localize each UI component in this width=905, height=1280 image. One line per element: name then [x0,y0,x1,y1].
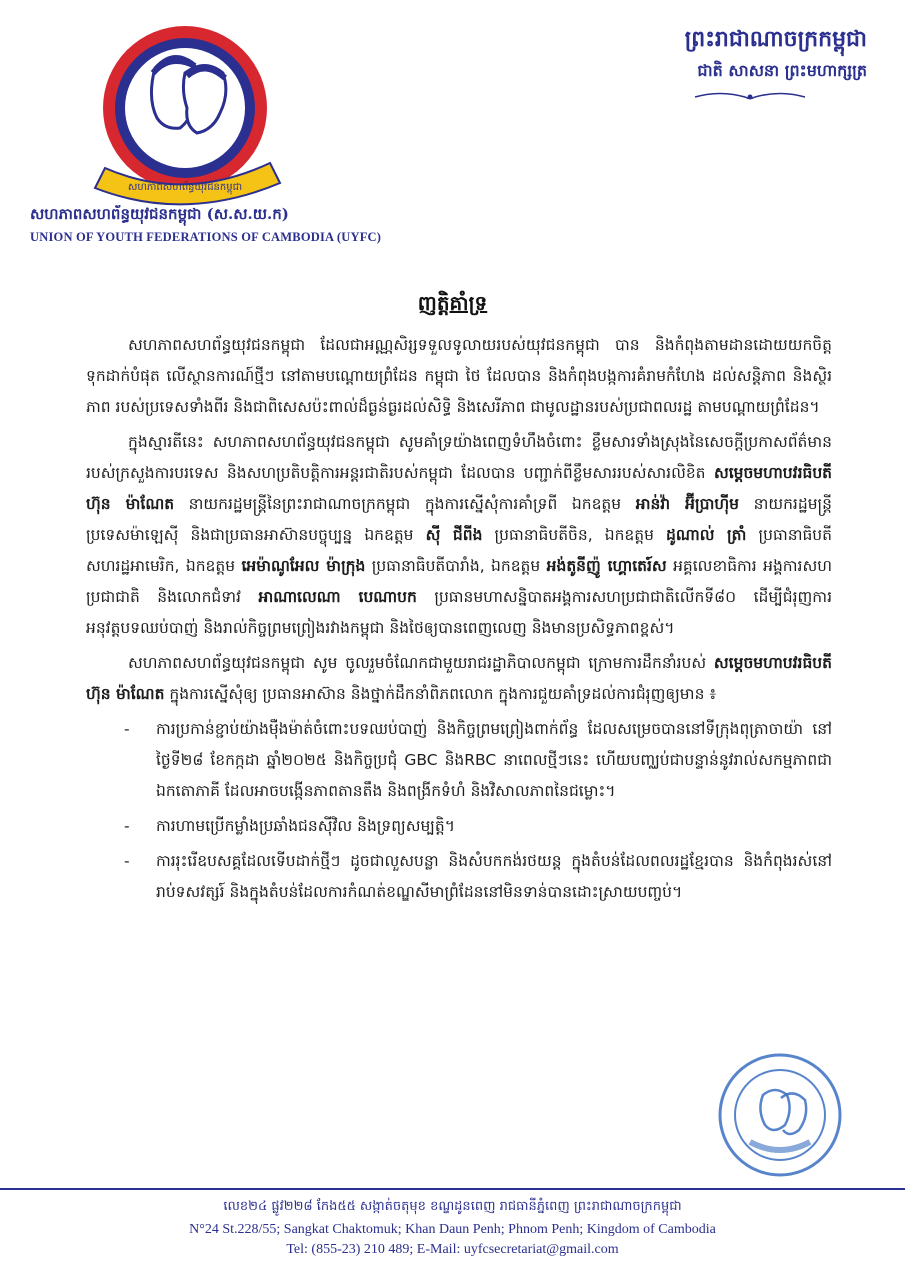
list-item [86,811,832,842]
para2-text-g: អគ្គលេខាធិការ អង្គការសហប្រជាជាតិ និងលោកជំទាវ [86,557,832,606]
para2-text-h: ប្រធានមហាសន្និបាតអង្គការសហប្រជាជាតិលើកទី៨០ ដើម្បីជំរុញការអនុវត្តបទឈប់បាញ់ និងរាល់កិច្ចព្រមព្រៀងរវាងកម្ពុជា និងថៃឲ្យបានពេញលេញ និងមានប្រសិទ្ធភាពខ្ពស់។ [86,588,832,637]
name-hun-manet-2: សម្ដេចមហាបវរធិបតី ហ៊ុន ម៉ាណែត [86,654,832,703]
list-item-text: ការប្រកាន់ខ្ជាប់យ៉ាងម៉ឺងម៉ាត់ចំពោះបទឈប់បាញ់ និងកិច្ចព្រមព្រៀងពាក់ព័ន្ធ ដែលសម្រេចបាននៅទីក្រុងពុត្រាចាយ៉ា នៅថ្ងៃទី២៨ ខែកក្កដា ឆ្នាំ២០២៥ និងកិច្ចប្រជុំ GBC និងRBC នាពេលថ្មីៗនេះ ហើយបញ្ឈប់ជាបន្ទាន់នូវរាល់សកម្មភាពជាឯកតោភាគី ដែលអាចបង្កើនភាពតានតឹង និងពង្រីកទំហំ និងវិសាលភាពនៃជម្លោះ។ [156,720,832,800]
name-emmanuel-macron: អេម៉ាណូអែល ម៉ាក្រុង [241,557,366,575]
logo-ribbon-text: សហភាពសហព័ន្ធយុវជនកម្ពុជា [127,182,243,193]
paragraph-2 [86,427,832,644]
name-anwar-ibrahim: អាន់វ៉ា អ៊ីប្រាហ៊ីម [635,495,739,513]
para2-text-b: នាយករដ្ឋមន្ត្រីនៃព្រះរាជាណាចក្រកម្ពុជា ក្នុងការស្នើសុំការគាំទ្រពី ឯកឧត្ដម [188,495,622,513]
footer-contact: Tel: (855-23) 210 489; E-Mail: uyfcsecretariat@gmail.com [286,1242,619,1257]
name-annalena-baerbock: អាណាលេណា បេណាបក [258,588,417,606]
request-list [86,714,832,908]
org-name-en: UNION OF YOUTH FEDERATIONS OF CAMBODIA (UYFC) [30,230,382,244]
para3-text-b: ក្នុងការស្នើសុំឲ្យ ប្រធានអាស៊ាន និងថ្នាក់ដឹកនាំពិភពលោក ក្នុងការជួយគាំទ្រដល់ការជំរុញឲ្យមាន ៖ [169,685,717,703]
paragraph-3 [86,648,832,710]
name-donald-trump: ដូណាល់ ត្រាំ [666,526,747,544]
para2-text-e: ប្រធានាធិបតីសហរដ្ឋអាមេរិក, ឯកឧត្ដម [86,526,832,575]
list-item [86,714,832,807]
bullet-dash: - [124,852,130,870]
document-title: ញត្តិគាំទ្រ [417,291,488,315]
list-item-text: ការហាមប្រើកម្លាំងប្រឆាំងជនស៊ីវិល និងទ្រព្យសម្បត្តិ។ [156,817,455,835]
name-antonio-guterres: អង់តូនីញ៉ូ ហ្គោតេរ៍ស [546,557,667,575]
org-name-kh: សហភាពសហព័ន្ធយុវជនកម្ពុជា (ស.ស.យ.ក) [30,205,289,223]
para2-text-d: ប្រធានាធិបតីចិន, ឯកឧត្ដម [494,526,654,544]
footer-address-kh: លេខ២៤ ផ្លូវ២២៨ កែង៥៥ សង្កាត់ចតុមុខ ខណ្ឌដូនពេញ រាជធានីភ្នំពេញ ព្រះរាជាណាចក្រកម្ពុជា [223,1199,682,1214]
para2-text-a: ក្នុងស្មារតីនេះ សហភាពសហព័ន្ធយុវជនកម្ពុជា សូមគាំទ្រយ៉ាងពេញទំហឹងចំពោះ ខ្លឹមសារទាំងស្រុងនៃសេចក្ដីប្រកាសព័ត៌មានរបស់ក្រសួងការបរទេស និងសហប្រតិបត្តិការអន្តរជាតិរបស់កម្ពុជា ដែលបាន បញ្ជាក់ពីខ្លឹមសាររបស់សារលិខិត [86,433,832,482]
footer-address-en: N°24 St.228/55; Sangkat Chaktomuk; Khan Daun Penh; Phnom Penh; Kingdom of Cambodia [189,1222,716,1237]
bullet-dash: - [124,817,130,835]
list-item [86,846,832,908]
name-xi-jinping: ស៊ី ជីពីង [425,526,483,544]
official-stamp [715,1050,845,1180]
uyfc-logo [85,18,285,208]
footer-divider [0,1188,905,1190]
name-hun-manet: សម្ដេចមហាបវរធិបតី ហ៊ុន ម៉ាណែត [86,464,833,513]
list-item-text: ការរុះរើឧបសគ្គដែលទើបដាក់ថ្មីៗ ដូចជាលួសបន្លា និងសំបកកង់រថយន្ត ក្នុងតំបន់ដែលពលរដ្ឋខ្មែរបាន និងកំពុងរស់នៅរាប់ទសវត្សរ៍ និងក្នុងតំបន់ដែលការកំណត់ខណ្ឌសីមាព្រំដែននៅមិនទាន់បានដោះស្រាយបញ្ចប់។ [156,852,832,901]
para2-text-f: ប្រធានាធិបតីបារាំង, ឯកឧត្ដម [371,557,541,575]
kingdom-heading: ព្រះរាជាណាចក្រកម្ពុជា [684,26,867,52]
bullet-dash: - [124,720,130,738]
document-body [86,330,832,912]
motto-heading: ជាតិ សាសនា ព្រះមហាក្សត្រ [697,61,867,80]
ornament-divider-icon [690,90,810,104]
para2-text-c: នាយករដ្ឋមន្ត្រីប្រទេសម៉ាឡេស៊ី និងជាប្រធានអាស៊ានបច្ចុប្បន្ន ឯកឧត្ដម [86,495,832,544]
para3-text-a: សហភាពសហព័ន្ធយុវជនកម្ពុជា សូម ចូលរួមចំណែកជាមួយរាជរដ្ឋាភិបាលកម្ពុជា ក្រោមការដឹកនាំរបស់ [128,654,707,672]
paragraph-1: សហភាពសហព័ន្ធយុវជនកម្ពុជា ដែលជាអណ្ណសិរ្សទទួលទូលាយរបស់យុវជនកម្ពុជា បាន និងកំពុងតាមដានដោយយកចិត្តទុកដាក់បំផុត លើស្ថានការណ៍ថ្មីៗ នៅតាមបណ្ដោយព្រំដែន កម្ពុជា ថៃ ដែលបាន និងកំពុងបង្កការគំរាមកំហែង ដល់សន្តិភាព និងស្ថិរភាព របស់ប្រទេសទាំងពីរ និងជាពិសេសប៉ះពាល់ដ៏ធ្ងន់ធ្ងរដល់សិទ្ធិ និងសេរីភាព ជាមូលដ្ឋានរបស់ប្រជាពលរដ្ឋ តាមបណ្ដាយព្រំដែន។ [86,336,832,416]
